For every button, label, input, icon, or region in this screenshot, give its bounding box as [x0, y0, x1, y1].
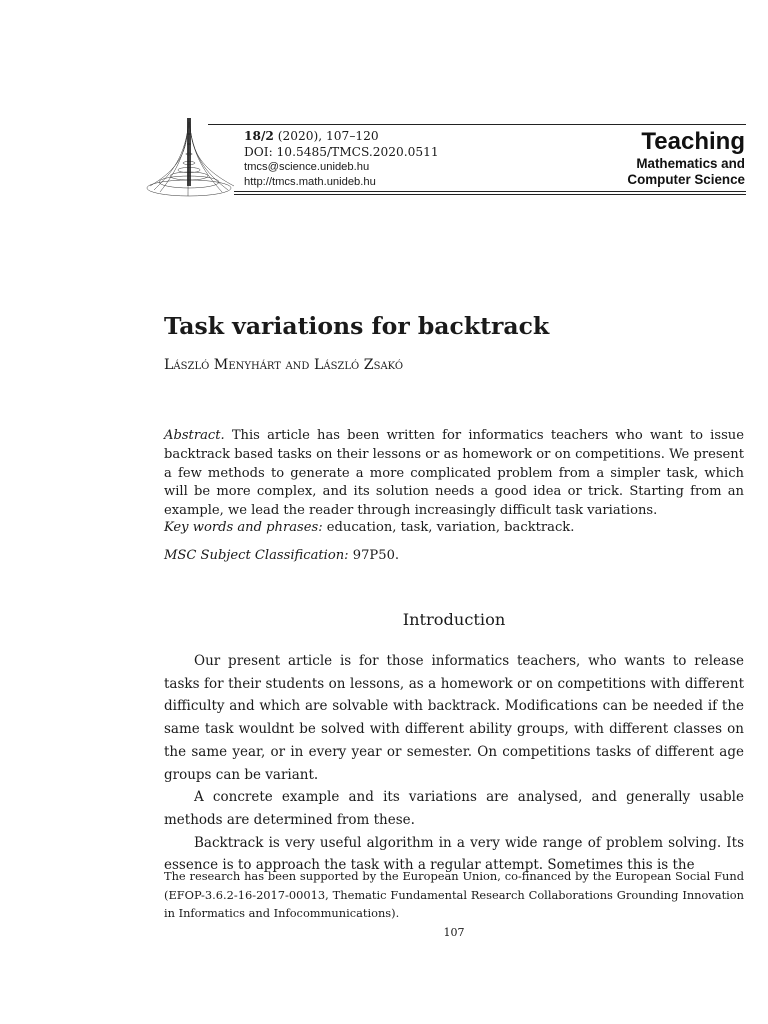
keywords: [164, 519, 744, 538]
abstract-label: Abstract.: [164, 428, 225, 443]
journal-name-line1: Teaching: [641, 128, 745, 155]
journal-name-line2: Mathematics and: [636, 156, 745, 171]
funding-footnote: The research has been supported by the European Union, co-financed by the European Social Fund (EFOP-3.6.2-16-2017-00013, Thematic Fundamental Research Collaborations Grounding Innovation in Informatics and Infocommunications).: [164, 869, 744, 920]
section-title-introduction: Introduction: [402, 610, 506, 629]
journal-citation-info: [244, 128, 504, 189]
abstract-text: This article has been written for informatics teachers who want to issue backtrack based tasks on their lessons or as homework or on competitions. We present a few methods to generate a more complicated problem from a simpler task, which will be more complex, and its solution needs a good idea or trick. Starting from an example, we lead the reader through increasingly difficult task variations.: [164, 428, 744, 519]
header-bottom-rule-double: [234, 194, 746, 195]
msc-classification: [164, 547, 744, 566]
body-text: [164, 650, 744, 877]
journal-name: [627, 128, 745, 187]
paper-authors: László Menyhárt and László Zsakó: [164, 357, 404, 373]
body-paragraph-1: Our present article is for those informatics teachers, who wants to release tasks for their students on lessons, as a homework or on competitions with different difficulty and which are solvable with backtrack. Modifications can be needed if the same task wouldnt be solved with different ability groups, with different classes on the same year, or in every year or semester. On competitions tasks of different age groups can be variant.: [164, 653, 744, 783]
keywords-label: Key words and phrases:: [164, 520, 323, 535]
page-number: 107: [443, 926, 465, 939]
journal-url[interactable]: http://tmcs.math.unideb.hu: [244, 175, 376, 188]
volume-pages: (2020), 107–120: [273, 129, 379, 143]
body-paragraph-2: A concrete example and its variations are analysed, and generally usable methods are determined from these.: [164, 789, 744, 828]
msc-label: MSC Subject Classification:: [164, 548, 349, 563]
msc-text: 97P50.: [348, 548, 400, 563]
keywords-text: education, task, variation, backtrack.: [322, 520, 575, 535]
header-bottom-rule: [234, 191, 746, 192]
journal-email[interactable]: tmcs@science.unideb.hu: [244, 161, 370, 173]
abstract: [164, 427, 744, 521]
paper-title: Task variations for backtrack: [164, 312, 550, 340]
body-paragraph-3: Backtrack is very useful algorithm in a very wide range of problem solving. Its essence is to approach the task with a regular attempt. Sometimes this is the: [164, 834, 744, 874]
journal-name-line3: Computer Science: [627, 171, 745, 187]
volume-line: [244, 128, 504, 144]
volume-number: 18/2: [244, 129, 274, 143]
doi[interactable]: DOI: 10.5485/TMCS.2020.0511: [244, 145, 439, 159]
pseudosphere-logo-icon: [144, 116, 236, 198]
header-top-rule: [208, 124, 746, 125]
